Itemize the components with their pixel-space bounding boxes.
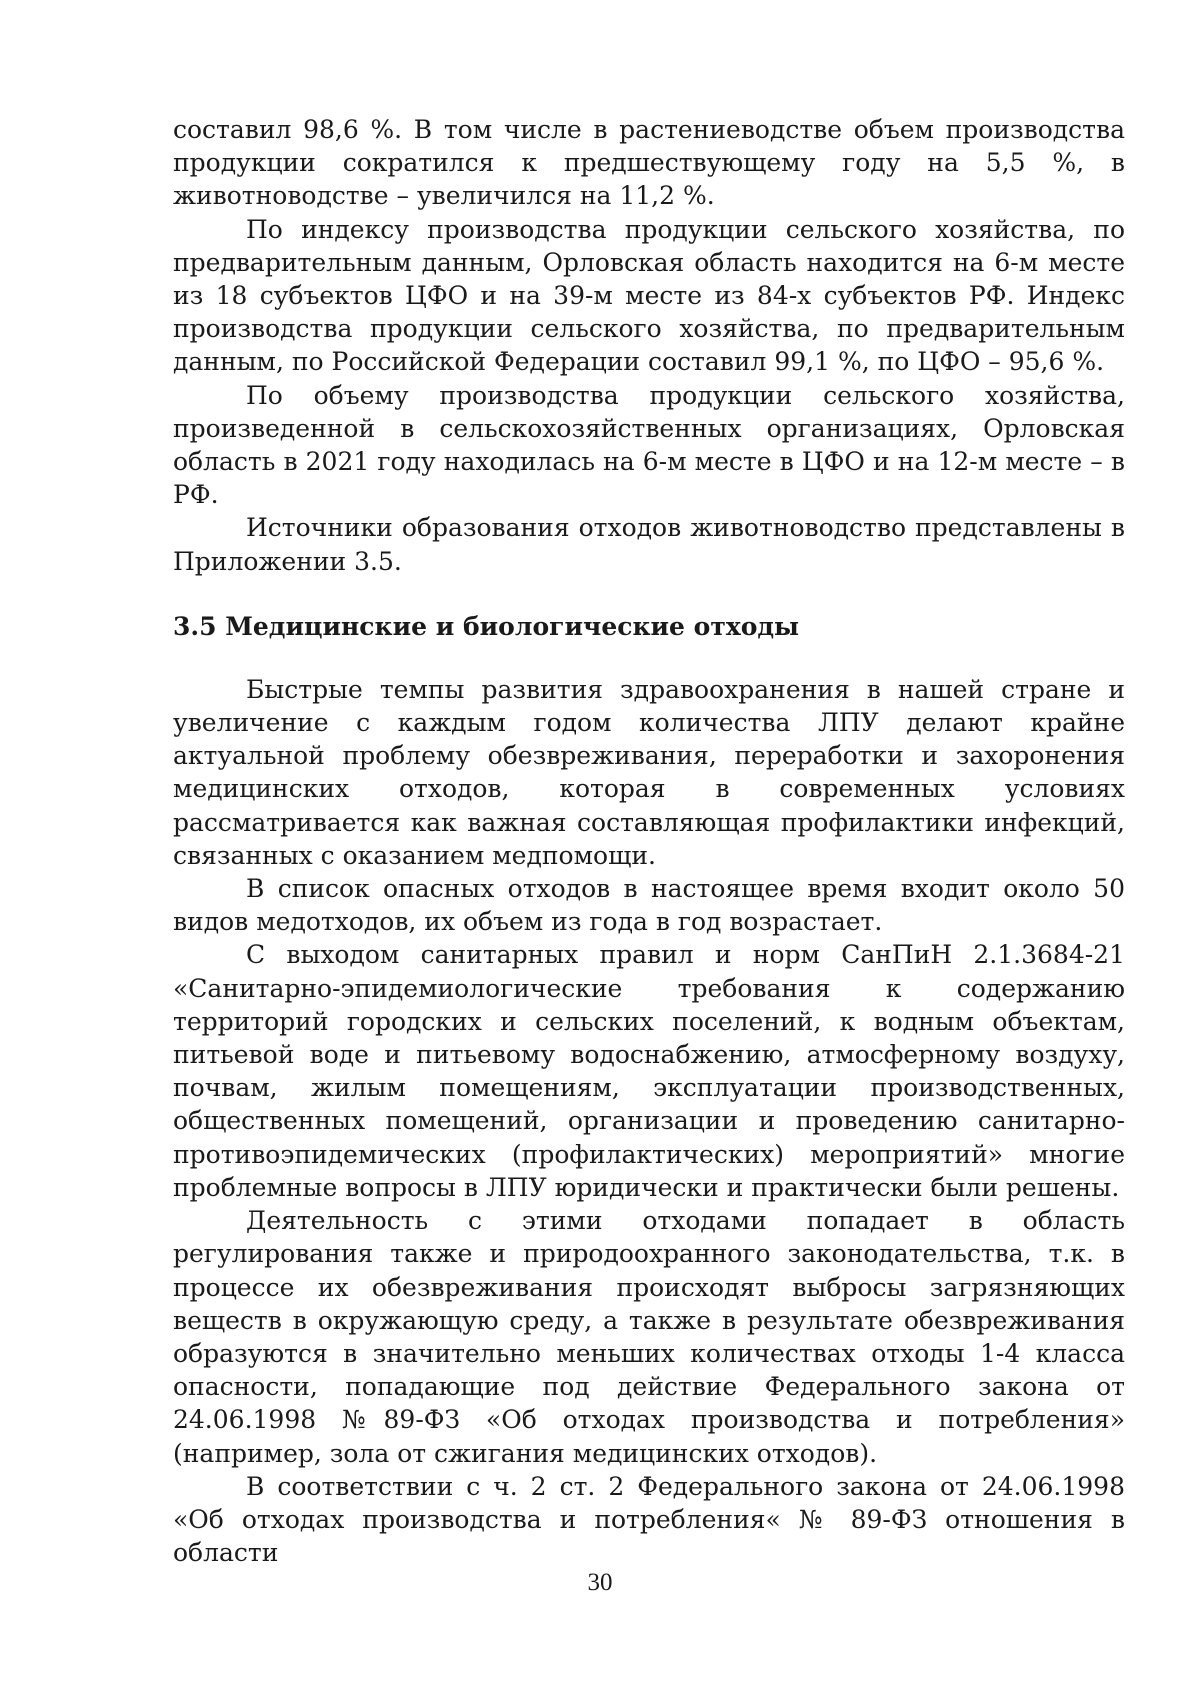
- page-number: 30: [587, 1569, 613, 1596]
- paragraph-production-index: По индексу производства продукции сельского хозяйства, по предварительным данным, Орловская область находится на 6-м месте из 18 субъектов ЦФО и на 39-м месте из 84-х субъектов РФ. Индекс производства продукции сельского хозяйства, по предварительным данным, по Российской Федерации составил 99,1 %, по ЦФО – 95,6 %.: [173, 214, 1125, 377]
- paragraph-continuation: составил 98,6 %. В том числе в растениеводстве объем производства продукции сократился к предшествующему году на 5,5 %, в животноводстве – увеличился на 11,2 %.: [173, 115, 1125, 211]
- paragraph-healthcare-growth: Быстрые темпы развития здравоохранения в нашей стране и увеличение с каждым годом количества ЛПУ делают крайне актуальной проблему обезвреживания, переработки и захоронения медицинских отходов, которая в современных условиях рассматривается как важная составляющая профилактики инфекций, связанных с оказанием медпомощи.: [173, 674, 1125, 870]
- paragraph-sanpin: С выходом санитарных правил и норм СанПиН 2.1.3684-21 «Санитарно-эпидемиологические требования к содержанию территорий городских и сельских поселений, к водным объектам, питьевой воде и питьевому водоснабжению, атмосферному воздуху, почвам, жилым помещениям, эксплуатации производственных, общественных помещений, организации и проведению санитарно-противоэпидемических (профилактических) мероприятий» многие проблемные вопросы в ЛПУ юридически и практически были решены.: [173, 940, 1125, 1202]
- paragraph-federal-law: В соответствии с ч. 2 ст. 2 Федерального закона от 24.06.1998 «Об отходах производства и потребления« № 89-ФЗ отношения в области: [173, 1471, 1125, 1568]
- document-page: [173, 113, 1125, 1569]
- paragraph-livestock-sources: Источники образования отходов животноводство представлены в Приложении 3.5.: [173, 513, 1125, 576]
- section-heading: 3.5 Медицинские и биологические отходы: [173, 611, 800, 641]
- paragraph-agri-organizations: По объему производства продукции сельского хозяйства, произведенной в сельскохозяйственных организациях, Орловская область в 2021 году находилась на 6-м месте в ЦФО и на 12-м месте – в РФ.: [173, 380, 1125, 510]
- paragraph-regulation: Деятельность с этими отходами попадает в область регулирования также и природоохранного законодательства, т.к. в процессе их обезвреживания происходят выбросы загрязняющих веществ в окружающую среду, а также в результате обезвреживания образуются в значительно меньших количествах отходы 1-4 класса опасности, попадающие под действие Федерального закона от 24.06.1998 №89-ФЗ «Об отходах производства и потребления» (например, зола от сжигания медицинских отходов).: [173, 1206, 1125, 1468]
- paragraph-hazardous-list: В список опасных отходов в настоящее время входит около 50 видов медотходов, их объем из года в год возрастает.: [173, 874, 1125, 937]
